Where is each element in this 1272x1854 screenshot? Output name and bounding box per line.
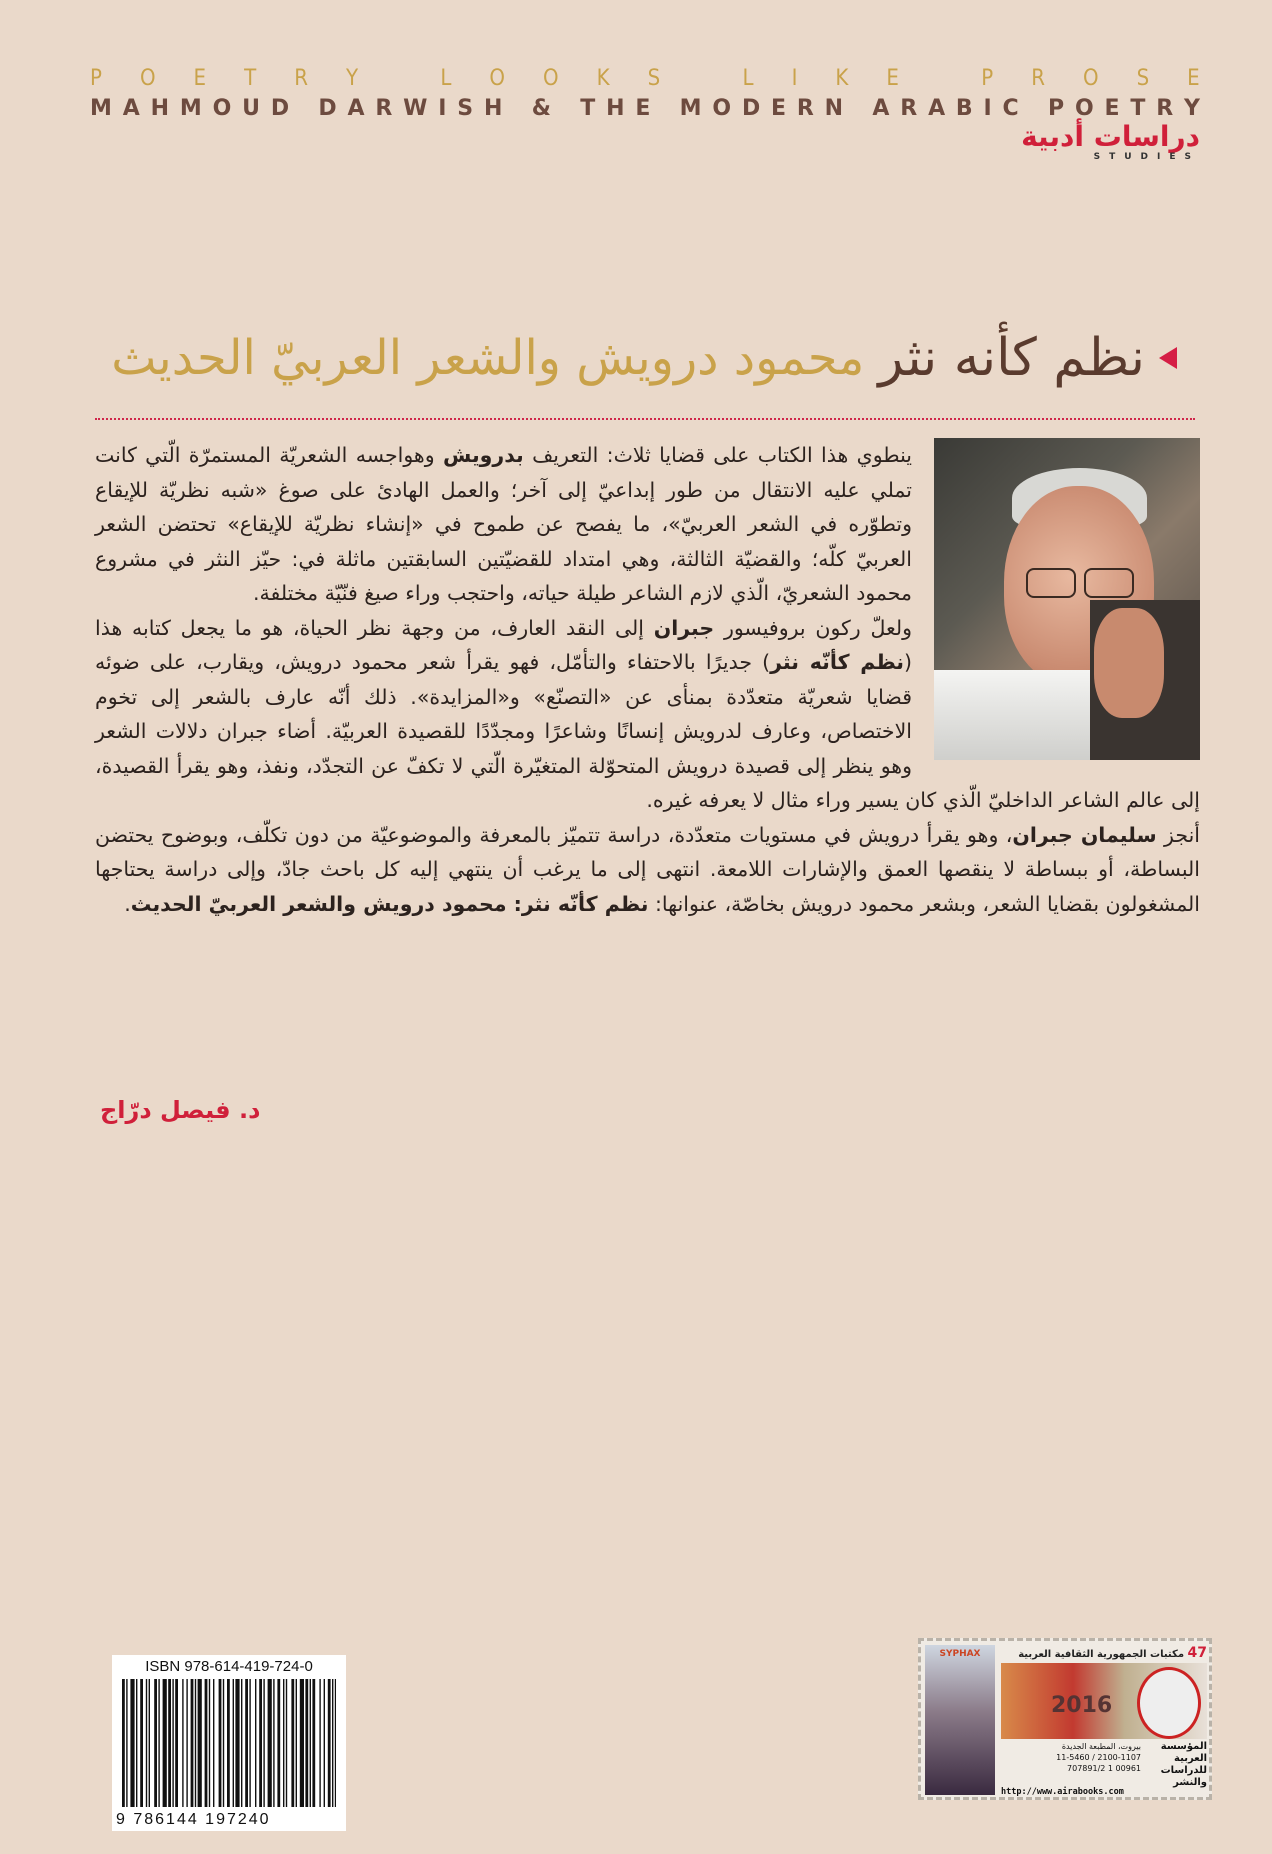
- title-letter: A: [122, 96, 140, 121]
- blurb-text: [95, 438, 1200, 921]
- title-letter: A: [872, 96, 890, 121]
- barcode-bar: [332, 1679, 333, 1807]
- title-letter: [854, 96, 862, 121]
- barcode-bar: [283, 1679, 284, 1807]
- barcode-bar: [175, 1679, 178, 1807]
- title-letter: S: [1136, 66, 1150, 91]
- emphasis-text: سليمان جبران: [1012, 822, 1157, 847]
- sticker-url: http://www.airabooks.com: [1001, 1787, 1124, 1797]
- text-segment: ، وهو يقرأ درويش في مستويات متعدّدة، دراسة تتميّز بالمعرفة والموضوعيّة من دون تكلّف، وبوضوح يحتضن البساطة، أو ببساطة لا ينقصها العمق والإشارات اللامعة. انتهى إلى ما يرغب أن ينتهي إليه كل باحث جادّ، وإلى دراسة يحتاجها المشغولون بقضايا الشعر، وبشعر محمود درويش بخاصّة، عنوانها:: [95, 822, 1200, 916]
- barcode-bar: [172, 1679, 173, 1807]
- barcode-bar: [198, 1679, 202, 1807]
- barcode-bar: [286, 1679, 287, 1807]
- title-letter: M: [679, 96, 702, 121]
- title-letter: O: [139, 66, 156, 91]
- sticker-number: 47: [1187, 1645, 1207, 1661]
- title-letter: H: [606, 96, 625, 121]
- title-letter: H: [483, 96, 503, 121]
- title-letter: K: [835, 66, 849, 91]
- english-title-line2: [90, 96, 1200, 121]
- title-letter: P: [981, 66, 994, 91]
- barcode-bar: [182, 1679, 183, 1807]
- title-letter: T: [244, 66, 257, 91]
- title-letter: R: [900, 96, 918, 121]
- barcode-bar: [241, 1679, 242, 1807]
- text-segment: ولعلّ ركون بروفيسور: [714, 615, 913, 640]
- title-letter: O: [1074, 96, 1094, 121]
- barcode-bar: [249, 1679, 250, 1807]
- barcode-bar: [136, 1679, 137, 1807]
- title-letter: E: [635, 96, 651, 121]
- text-segment: .: [124, 891, 131, 916]
- title-letter: O: [489, 66, 505, 91]
- text-segment: إلى النقد العارف، من وجهة نظر الحياة، هو ما يجعل كتابه هذا (: [95, 615, 912, 674]
- title-letter: D: [318, 96, 337, 121]
- title-letter: R: [375, 96, 393, 121]
- sticker-book-image: [925, 1645, 995, 1795]
- barcode-bar: [273, 1679, 274, 1807]
- blurb-paragraph: [95, 818, 1200, 922]
- barcode-bar: [209, 1679, 210, 1807]
- sticker-footer: [1001, 1741, 1207, 1797]
- barcode-bar: [277, 1679, 280, 1807]
- sticker-top-text: مكتبات الجمهورية الثقافية العربية: [1018, 1649, 1185, 1660]
- barcode-bar: [158, 1679, 159, 1807]
- series-logo-english: STUDIES: [1093, 152, 1200, 162]
- text-segment: أنجز: [1156, 822, 1201, 847]
- sticker-header: [1001, 1645, 1207, 1661]
- distributor-sticker: [918, 1638, 1212, 1800]
- title-letter: I: [438, 96, 447, 121]
- title-letter: C: [1002, 96, 1019, 121]
- barcode-bar: [223, 1679, 224, 1807]
- barcode-bar: [168, 1679, 171, 1807]
- barcode-bars: [122, 1679, 336, 1807]
- title-letter: R: [796, 96, 814, 121]
- title-letter: [513, 96, 521, 121]
- title-letter: P: [1048, 96, 1065, 121]
- barcode-bar: [163, 1679, 167, 1807]
- title-letter: I: [983, 96, 992, 121]
- emphasis-text: بدرويش: [442, 443, 524, 467]
- barcode-bar: [227, 1679, 230, 1807]
- title-letter: Y: [1184, 96, 1200, 121]
- arabic-title: [111, 328, 1177, 388]
- title-letter: T: [1130, 96, 1146, 121]
- emphasis-text: نظم كأنّه نثر: [770, 650, 904, 674]
- title-letter: E: [1104, 96, 1120, 121]
- title-letter: P: [90, 66, 102, 91]
- series-logo: [1020, 122, 1200, 162]
- title-letter: L: [742, 66, 754, 91]
- title-subtitle: محمود درويش والشعر العربيّ الحديث: [111, 330, 865, 386]
- title-letter: R: [1156, 96, 1174, 121]
- barcode-bar: [310, 1679, 311, 1807]
- barcode-bar: [335, 1679, 336, 1807]
- barcode-bar: [235, 1679, 239, 1807]
- isbn-label: ISBN 978-614-419-724-0: [145, 1658, 313, 1675]
- emphasis-text: نظم كأنّه نثر: محمود درويش والشعر العربيّ الحديث: [130, 891, 649, 916]
- title-letter: M: [179, 96, 202, 121]
- title-letter: E: [771, 96, 787, 121]
- sticker-year: 2016: [1051, 1693, 1113, 1718]
- title-letter: B: [955, 96, 973, 121]
- emphasis-text: جبران: [653, 615, 715, 640]
- sticker-address: [1001, 1741, 1141, 1774]
- title-letter: N: [824, 96, 844, 121]
- title-letter: T: [580, 96, 596, 121]
- title-letter: [300, 96, 308, 121]
- title-letter: A: [347, 96, 365, 121]
- text-segment: ) جديرًا بالاحتفاء والتأمّل، فهو يقرأ شعر محمود درويش، ويقارب، على ضوئه قضايا شعريّة متعدّدة بمنأى عن «التصنّع» و«المزايدة». ذلك أنّه عارف بالشعر إلى تخوم الاختصاص، وعارف لدرويش إنسانًا وشاعرًا ومجدّدًا للقصيدة العربيّة. أضاء جبران دلالات الشعر وهو ينظر إلى قصيدة درويش المتحوّلة المتغيّرة الّتي لا تكفّ عن التجدّد، ونفذ، وهو يقرأ القصيدة، إلى عالم الشاعر الداخليّ الّذي كان يسير وراء مثال لا يعرفه غيره.: [95, 650, 1200, 812]
- sticker-org: المؤسسة العربية للدراسات والنشر: [1160, 1741, 1207, 1788]
- barcode-bar: [140, 1679, 143, 1807]
- title-letter: K: [596, 66, 610, 91]
- title-letter: D: [270, 96, 290, 121]
- title-letter: R: [294, 66, 308, 91]
- barcode-bar: [312, 1679, 315, 1807]
- title-letter: [661, 96, 669, 121]
- isbn-barcode: [112, 1655, 346, 1831]
- title-letter: E: [886, 66, 899, 91]
- text-segment: وهواجسه الشعريّة المستمرّة الّتي كانت تملي عليه الانتقال من طور إبداعيّ إلى آخر؛ والعمل الهادئ على صوغ «شبه نظريّة للإيقاع وتطوّره في الشعر العربيّ»، ما يفصح عن طموح في «إنشاء نظريّة للإيقاع» تحتضن الشعر العربيّ كلّه؛ والقضيّة الثالثة، وهي امتداد للقضيّتين السابقتين ماثلة في: حيّز النثر في مشروع محمود الشعريّ، الّذي لازم الشاعر طيلة حياته، واحتجب وراء صيغ فنّيّة مختلفة.: [95, 443, 912, 605]
- title-letter: O: [712, 96, 732, 121]
- text-segment: ينطوي هذا الكتاب على قضايا ثلاث: التعريف: [523, 443, 912, 467]
- barcode-bar: [154, 1679, 157, 1807]
- sticker-phone: 00961 1 707891/2: [1067, 1764, 1141, 1773]
- barcode-bar: [245, 1679, 248, 1807]
- barcode-bar: [300, 1679, 304, 1807]
- title-letter: O: [1082, 66, 1099, 91]
- sticker-address-line: بيروت، المطبعة الجديدة: [1061, 1742, 1141, 1751]
- title-letter: A: [928, 96, 946, 121]
- triangle-marker-icon: [1159, 347, 1177, 369]
- title-letter: U: [242, 96, 260, 121]
- author-photo: [934, 438, 1200, 760]
- barcode-bar: [328, 1679, 331, 1807]
- series-logo-arabic: دراسات أدبية: [1021, 120, 1200, 153]
- title-letter: M: [90, 96, 112, 121]
- barcode-bar: [305, 1679, 308, 1807]
- sticker-phone: 2100-1107 / 11-5460: [1056, 1753, 1141, 1762]
- title-letter: O: [543, 66, 559, 91]
- barcode-bar: [195, 1679, 196, 1807]
- title-letter: [562, 96, 570, 121]
- barcode-bar: [213, 1679, 214, 1807]
- sticker-brand: SYPHAX: [939, 1649, 981, 1659]
- dotted-divider: [95, 418, 1195, 420]
- title-letter: R: [1031, 66, 1045, 91]
- sticker-banner: [1001, 1663, 1207, 1739]
- barcode-bar: [255, 1679, 256, 1807]
- title-letter: S: [457, 96, 474, 121]
- barcode-bar: [291, 1679, 294, 1807]
- title-letter: S: [647, 66, 661, 91]
- title-letter: D: [741, 96, 761, 121]
- barcode-bar: [324, 1679, 325, 1807]
- barcode-bar: [319, 1679, 320, 1807]
- barcode-digits: 9 786144 197240: [116, 1811, 271, 1828]
- title-letter: E: [193, 66, 207, 91]
- author-signature: د. فيصل درّاج: [100, 1096, 261, 1124]
- barcode-bar: [122, 1679, 125, 1807]
- barcode-bar: [233, 1679, 234, 1807]
- barcode-bar: [263, 1679, 264, 1807]
- title-letter: L: [440, 66, 452, 91]
- title-letter: H: [150, 96, 170, 121]
- title-letter: Y: [345, 66, 359, 91]
- barcode-bar: [219, 1679, 222, 1807]
- barcode-bar: [191, 1679, 194, 1807]
- title-letter: E: [1187, 66, 1200, 91]
- sticker-emblem-icon: [1137, 1667, 1201, 1739]
- title-letter: O: [212, 96, 232, 121]
- barcode-bar: [186, 1679, 187, 1807]
- english-title-line1: [90, 66, 1200, 91]
- barcode-bar: [130, 1679, 134, 1807]
- barcode-bar: [259, 1679, 262, 1807]
- title-letter: [698, 66, 704, 91]
- barcode-bar: [268, 1679, 272, 1807]
- barcode-bar: [149, 1679, 150, 1807]
- barcode-bar: [296, 1679, 297, 1807]
- barcode-bar: [205, 1679, 208, 1807]
- barcode-bar: [126, 1679, 127, 1807]
- title-main: نظم كأنه نثر: [878, 328, 1145, 388]
- title-letter: [396, 66, 402, 91]
- title-letter: W: [403, 96, 428, 121]
- title-letter: [1030, 96, 1038, 121]
- title-letter: I: [791, 66, 798, 91]
- title-letter: &: [531, 96, 551, 121]
- barcode-bar: [146, 1679, 147, 1807]
- title-letter: [937, 66, 943, 91]
